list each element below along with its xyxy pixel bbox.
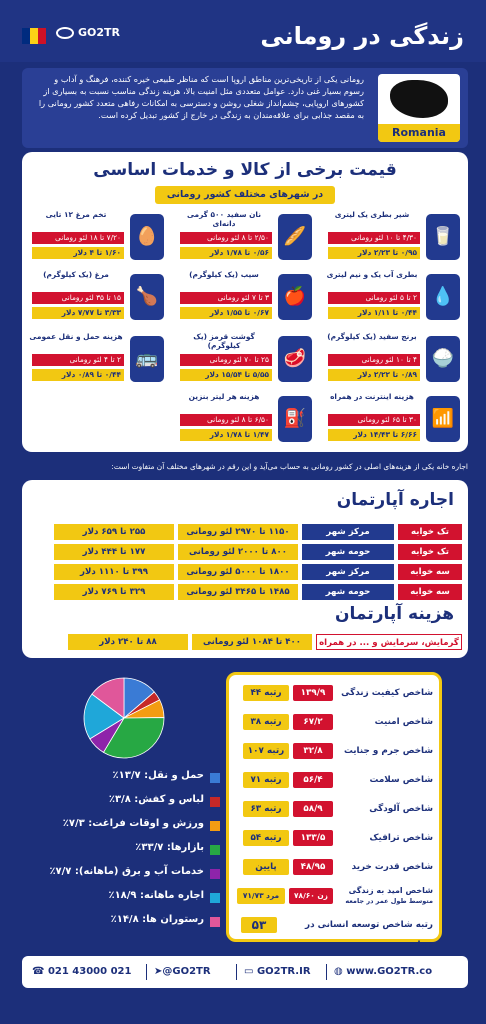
footer — [22, 956, 468, 988]
index-value: ۶۷/۲ — [293, 714, 333, 730]
index-value: ۱۳۹/۹ — [293, 685, 333, 701]
country-map — [378, 74, 460, 142]
globe-icon: ◍ — [334, 966, 347, 977]
rice-icon: 🍚 — [426, 336, 460, 382]
expense-pie-chart — [82, 676, 166, 760]
laptop-icon: ▭ — [244, 966, 257, 977]
price-item-lei: ۶/۵۰ تا ۸ لئو رومانی — [180, 414, 272, 426]
price-item — [324, 210, 460, 266]
map-label: Romania — [378, 124, 460, 142]
plane-icon — [56, 27, 74, 39]
legend-label: اجاره ماهانه: ۱۸/۹٪ — [108, 890, 204, 901]
price-item-usd: ۱/۶۰ تا ۴ دلار — [32, 247, 124, 259]
rent-type: تک خوابه — [398, 524, 462, 540]
index-row — [235, 770, 433, 790]
price-item — [176, 210, 312, 266]
cost-lei: ۴۰۰ تا ۱۰۸۴ لئو رومانی — [192, 634, 312, 650]
rent-title: اجاره آپارتمان — [336, 490, 454, 510]
header — [0, 0, 486, 62]
cost-usd: ۸۸ تا ۲۴۰ دلار — [68, 634, 188, 650]
index-row — [235, 799, 433, 819]
legend-label: حمل و نقل: ۱۳/۷٪ — [112, 770, 204, 781]
legend-label: ورزش و اوقات فراغت: ۷/۳٪ — [62, 818, 204, 829]
rent-type: سه خوابه — [398, 584, 462, 600]
index-name: شاخص ترافیک — [369, 833, 433, 843]
price-item-name: مرغ (یک کیلوگرم) — [43, 270, 109, 279]
prices-title: قیمت برخی از کالا و خدمات اساسی — [93, 160, 397, 180]
intro-text: رومانی یکی از تاریخی‌ترین مناطق اروپا است که مناظر طبیعی خیره کننده، فرهنگ و آداب و رسوم بسیار غنی دارد. عوامل متعددی مثل امنیت بالا، هزینه زندگی مناسب نسبت به بسیاری از کشورهای اروپایی، چشم‌انداز شغلی روشن و دسترسی به امکانات رفاهی متعدد کشور رومانی را به مقصد جذابی برای علاقه‌مندان به زندگی در خارج از کشور تبدیل کرده است. — [38, 74, 364, 120]
legend-item — [30, 866, 220, 882]
index-rank: مرد ۷۱/۷۳ — [237, 888, 285, 904]
apple-icon: 🍎 — [278, 274, 312, 320]
index-rank: رتبه ۶۳ — [243, 801, 289, 817]
index-row — [235, 915, 433, 950]
price-item — [176, 392, 312, 448]
romania-map-icon — [390, 80, 448, 118]
price-item — [176, 332, 312, 388]
rent-row — [30, 544, 462, 560]
legend-item — [30, 890, 220, 906]
index-row — [235, 712, 433, 732]
index-rank: ۵۳ — [241, 917, 277, 933]
price-item-name: هزینه حمل و نقل عمومی — [29, 332, 123, 341]
rent-lei: ۸۰۰ تا ۲۰۰۰ لئو رومانی — [178, 544, 298, 560]
index-value: زن ۷۸/۶۰ — [289, 888, 333, 904]
price-item-usd: ۶/۶۶ تا ۱۴/۴۳ دلار — [328, 429, 420, 441]
price-item-lei: ۱۵ تا ۳۵ لئو رومانی — [32, 292, 124, 304]
legend-swatch — [210, 773, 220, 783]
rent-lei: ۱۸۰۰ تا ۵۰۰۰ لئو رومانی — [178, 564, 298, 580]
index-name: شاخص قدرت خرید — [351, 862, 433, 872]
telegram-icon: ➤ — [154, 966, 163, 977]
price-item — [28, 332, 164, 388]
index-name: شاخص امید به زندگی متوسط طول عمر در جامعه — [345, 886, 433, 905]
legend-swatch — [210, 869, 220, 879]
prices-panel — [22, 152, 468, 452]
price-item-usd: ۱/۴۷ تا ۱/۷۸ دلار — [180, 429, 272, 441]
price-item-lei: ۷/۲۰ تا ۱۸ لئو رومانی — [32, 232, 124, 244]
legend-label: رستوران ها: ۱۴/۸٪ — [110, 914, 204, 925]
price-item — [324, 392, 460, 448]
index-name: شاخص کیفیت زندگی — [341, 688, 433, 698]
rent-usd: ۲۵۵ تا ۶۵۹ دلار — [54, 524, 174, 540]
price-item-name: شیر بطری یک لیتری — [334, 210, 410, 219]
cost-row — [30, 634, 462, 650]
rent-note: اجاره خانه یکی از هزینه‌های اصلی در کشور رومانی به حساب می‌آید و این رقم در شهرهای مختلف آن متفاوت است: — [111, 462, 468, 471]
intro-panel — [22, 68, 468, 148]
legend-swatch — [210, 821, 220, 831]
price-item-usd: ۰/۹۵ تا ۲/۲۳ دلار — [328, 247, 420, 259]
index-row — [235, 741, 433, 761]
milk-icon: 🥛 — [426, 214, 460, 260]
price-item-usd: ۰/۴۴ تا ۱/۱۱ دلار — [328, 307, 420, 319]
page-title: زندگی در رومانی — [260, 22, 464, 50]
price-item-name: نان سفید ۵۰۰ گرمی دانه‌ای — [187, 210, 261, 229]
index-rank: رتبه ۴۴ — [243, 685, 289, 701]
footer-telegram[interactable]: ➤@GO2TR — [154, 966, 211, 977]
rent-row — [30, 584, 462, 600]
meat-icon: 🥩 — [278, 336, 312, 382]
legend-item — [30, 770, 220, 786]
legend-label: بازارها: ۳۳/۷٪ — [135, 842, 204, 853]
rent-usd: ۳۹۹ تا ۱۱۱۰ دلار — [54, 564, 174, 580]
price-item-lei: ۲/۵۰ تا ۸ لئو رومانی — [180, 232, 272, 244]
eggs-icon: 🥚 — [130, 214, 164, 260]
price-item-usd: ۰/۵۶ تا ۱/۷۸ دلار — [180, 247, 272, 259]
footer-site-ir[interactable]: ▭ GO2TR.IR — [244, 966, 311, 977]
index-name: شاخص آلودگی — [369, 804, 433, 814]
price-item-usd: ۰/۶۷ تا ۱/۵۵ دلار — [180, 307, 272, 319]
index-row — [235, 683, 433, 703]
chicken-icon: 🍗 — [130, 274, 164, 320]
rent-usd: ۱۷۷ تا ۴۴۴ دلار — [54, 544, 174, 560]
index-name: شاخص امنیت — [374, 717, 433, 727]
price-item-lei: ۴ تا ۱۰ لئو رومانی — [328, 354, 420, 366]
legend-swatch — [210, 893, 220, 903]
index-rank: رتبه ۵۴ — [243, 830, 289, 846]
price-item-lei: ۴/۳۰ تا ۱۰ لئو رومانی — [328, 232, 420, 244]
rent-lei: ۱۴۸۵ تا ۳۴۶۵ لئو رومانی — [178, 584, 298, 600]
index-name: رتبه شاخص توسعه انسانی در جهان — [305, 920, 433, 950]
legend-label: خدمات آب و برق (ماهانه): ۷/۷٪ — [49, 866, 204, 877]
legend-swatch — [210, 917, 220, 927]
price-item-usd: ۰/۸۹ تا ۲/۲۲ دلار — [328, 369, 420, 381]
cost-label: گرمایش، سرمایش و ... در همراه — [316, 634, 462, 650]
rent-lei: ۱۱۵۰ تا ۲۹۷۰ لئو رومانی — [178, 524, 298, 540]
price-item-usd: ۰/۴۴ تا ۰/۸۹ دلار — [32, 369, 124, 381]
index-value: ۱۳۳/۵ — [293, 830, 333, 846]
rent-location: حومه شهر — [302, 584, 394, 600]
legend-item — [30, 818, 220, 834]
price-item — [28, 270, 164, 326]
price-item-name: سیب (یک کیلوگرم) — [189, 270, 259, 279]
rent-type: سه خوابه — [398, 564, 462, 580]
price-item-usd: ۵/۵۵ تا ۱۵/۵۴ دلار — [180, 369, 272, 381]
price-item-lei: ۳ تا ۷ لئو رومانی — [180, 292, 272, 304]
internet-icon: 📶 — [426, 396, 460, 442]
index-name: شاخص سلامت — [369, 775, 433, 785]
index-rank: رتبه ۷۱ — [243, 772, 289, 788]
index-rank: رتبه ۳۸ — [243, 714, 289, 730]
index-value: ۳۲/۸ — [293, 743, 333, 759]
index-rank: رتبه ۱۰۷ — [243, 743, 289, 759]
rent-row — [30, 524, 462, 540]
index-row — [235, 857, 433, 877]
index-rank: پایین — [243, 859, 289, 875]
price-item-name: تخم مرغ ۱۲ تایی — [45, 210, 107, 219]
price-item-lei: ۳۰ تا ۶۵ لئو رومانی — [328, 414, 420, 426]
rent-usd: ۳۲۹ تا ۷۶۹ دلار — [54, 584, 174, 600]
bread-icon: 🥖 — [278, 214, 312, 260]
cost-title: هزینه آپارتمان — [335, 604, 454, 624]
price-item-lei: ۲ تا ۴ لئو رومانی — [32, 354, 124, 366]
footer-site-co[interactable]: ◍ www.GO2TR.co — [334, 966, 433, 977]
fuel-icon: ⛽ — [278, 396, 312, 442]
rent-location: مرکز شهر — [302, 524, 394, 540]
price-item — [28, 210, 164, 266]
rent-type: تک خوابه — [398, 544, 462, 560]
price-item-usd: ۳/۳۳ تا ۷/۷۷ دلار — [32, 307, 124, 319]
rent-location: مرکز شهر — [302, 564, 394, 580]
bus-icon: 🚌 — [130, 336, 164, 382]
legend-item — [30, 914, 220, 930]
index-name: شاخص جرم و جنایت — [343, 746, 433, 756]
footer-phone[interactable]: ☎ 021 43000 021 — [32, 966, 132, 977]
legend-swatch — [210, 797, 220, 807]
price-item-name: هزینه هر لیتر بنزین — [188, 392, 260, 401]
price-item — [176, 270, 312, 326]
prices-subtitle: در شهرهای مختلف کشور رومانی — [155, 186, 335, 204]
legend-label: لباس و کفش: ۳/۸٪ — [108, 794, 204, 805]
price-item — [324, 332, 460, 388]
legend-swatch — [210, 845, 220, 855]
price-item-name: گوشت قرمز (یک کیلوگرم) — [193, 332, 255, 351]
water-bottle-icon: 💧 — [426, 274, 460, 320]
index-value: ۵۸/۹ — [293, 801, 333, 817]
price-item-name: هزینه اینترنت در همراه — [330, 392, 414, 401]
rent-location: حومه شهر — [302, 544, 394, 560]
romania-flag-icon — [22, 28, 46, 44]
price-item-name: برنج سفید (یک کیلوگرم) — [327, 332, 417, 341]
index-value: ۵۶/۴ — [293, 772, 333, 788]
index-value: ۴۸/۹۵ — [293, 859, 333, 875]
index-row — [235, 828, 433, 848]
price-item — [324, 270, 460, 326]
phone-icon: ☎ — [32, 966, 48, 977]
legend-item — [30, 794, 220, 810]
index-row — [235, 886, 433, 906]
indices-panel — [226, 672, 442, 950]
rent-row — [30, 564, 462, 580]
price-item-name: بطری آب یک و نیم لیتری — [326, 270, 418, 279]
brand-logo: GO2TR — [56, 26, 120, 39]
legend-item — [30, 842, 220, 858]
price-item-lei: ۲ تا ۵ لئو رومانی — [328, 292, 420, 304]
price-item-lei: ۲۵ تا ۷۰ لئو رومانی — [180, 354, 272, 366]
rent-panel — [22, 480, 468, 658]
